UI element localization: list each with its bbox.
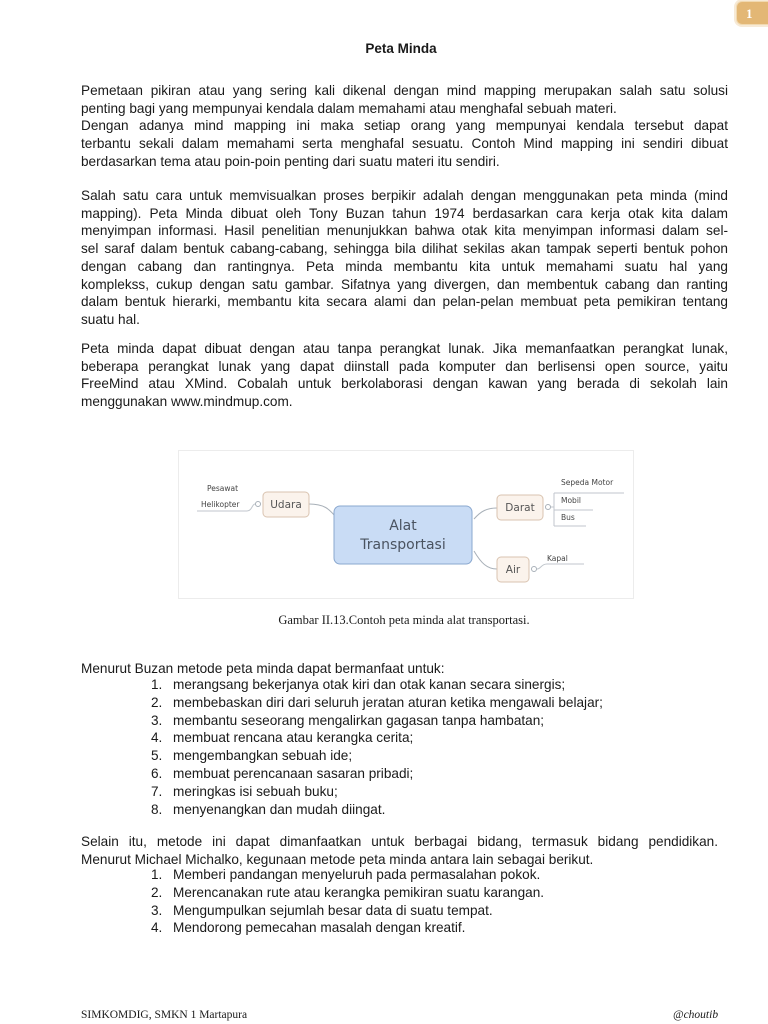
footer-school: SIMKOMDIG, SMKN 1 Martapura <box>81 1009 248 1021</box>
text-line: berdasarkan tema atau poin-poin penting dari suatu materi itu sendiri. <box>81 153 500 169</box>
text-line: mapping). Peta Minda dibuat oleh Tony Buzan tahun 1974 berdasarkan cara kerja otak kita dalam <box>81 205 728 221</box>
mindmap-figure <box>178 450 634 599</box>
list-item: 6. membuat perencanaan sasaran pribadi; <box>151 765 414 781</box>
list-item: 8. menyenangkan dan mudah diingat. <box>151 801 386 817</box>
text-line: penting bagi yang mempunyai kendala dalam memahami atau menghafal sebuah materi. <box>81 100 617 116</box>
mindmap-label-udara: Udara <box>270 499 302 511</box>
text-line: terbantu sekali dalam memahami serta menghafal sesuatu. Contoh Mind mapping ini sendiri dibuat <box>81 136 728 152</box>
mindmap-label-air: Air <box>505 564 521 576</box>
mindmap-center-line2: Transportasi <box>360 537 446 553</box>
paragraph-perangkat-lunak <box>81 340 728 411</box>
page-title: Peta Minda <box>365 41 437 56</box>
mindmap-leaf-kapal: Kapal <box>547 554 568 563</box>
michalko-uses-list <box>151 866 544 937</box>
page-number-badge: 1 <box>736 1 768 25</box>
paragraph-michalko-intro <box>81 833 718 868</box>
list-item: 4. membuat rencana atau kerangka cerita; <box>151 730 414 746</box>
text-line: menyimpan informasi. Hasil penelitian menunjukkan bahwa otak kita menyimpan informasi dalam sel- <box>81 223 728 239</box>
list-item: 1. Memberi pandangan menyeluruh pada permasalahan pokok. <box>151 867 541 882</box>
text-line: Pemetaan pikiran atau yang sering kali dikenal dengan mind mapping merupakan salah satu solusi <box>81 83 728 98</box>
paragraph-intro <box>81 82 728 171</box>
mindmap-leaf-sepeda-motor: Sepeda Motor <box>561 478 614 487</box>
mindmap-leaf-bus: Bus <box>561 513 575 522</box>
text-line: Menurut Buzan metode peta minda dapat bermanfaat untuk: <box>81 661 445 676</box>
list-item: 1. merangsang bekerjanya otak kiri dan otak kanan secara sinergis; <box>151 677 566 692</box>
list-item: 2. Merencanakan rute atau kerangka pemikiran suatu karangan. <box>151 884 545 900</box>
text-line: Salah satu cara untuk memvisualkan proses berpikir adalah dengan menggunakan peta minda (mind <box>81 188 728 203</box>
mindmap-leaf-helikopter: Helikopter <box>201 500 240 509</box>
text-line: Menurut Michael Michalko, kegunaan metode peta minda antara lain sebagai berikut. <box>81 851 594 867</box>
footer-author: @choutib <box>673 1009 719 1021</box>
list-item: 4. Mendorong pemecahan masalah dengan kreatif. <box>151 920 466 936</box>
text-line: komplekss, cukup dengan satu gambar. Sifatnya yang divergen, dan membentuk cabang dan ranting <box>81 276 728 292</box>
list-item: 7. meringkas isi sebuah buku; <box>151 783 338 799</box>
text-line: suatu hal. <box>81 311 140 327</box>
figure-caption: Gambar II.13.Contoh peta minda alat transportasi. <box>278 613 530 627</box>
text-line: menggunakan www.mindmup.com. <box>81 394 293 410</box>
list-item: 5. mengembangkan sebuah ide; <box>151 748 353 764</box>
text-line: dalam bentuk hierarki, membantu kita secara alami dan pelan-pelan membuat peta pemikiran tentang <box>81 294 728 310</box>
text-line: dengan cabang dan rantingnya. Peta minda membantu kita untuk memahami suatu hal yang <box>81 258 728 274</box>
text-line: sel saraf dalam bentuk cabang-cabang, sehingga bila dilihat sekilas akan tampak seperti bentuk pohon <box>81 241 728 257</box>
mindmap-label-darat: Darat <box>505 502 535 514</box>
text-line: Dengan adanya mind mapping ini maka setiap orang yang mempunyai kendala tersebut dapat <box>81 118 728 134</box>
text-line: FreeMind atau XMind. Cobalah untuk berkolaborasi dengan kawan yang berada di sekolah lain <box>81 376 728 392</box>
list-item: 3. Mengumpulkan sejumlah besar data di suatu tempat. <box>151 902 493 918</box>
text-line: Peta minda dapat dibuat dengan atau tanpa perangkat lunak. Jika memanfaatkan perangkat lunak, <box>81 341 728 356</box>
list-item: 2. membebaskan diri dari seluruh jeratan aturan ketika mengawali belajar; <box>151 694 603 710</box>
text-line: beberapa perangkat lunak yang dapat diinstall pada komputer dan berlisensi open source, yaitu <box>81 358 728 374</box>
mindmap-center-line1: Alat <box>389 518 417 534</box>
text-line: Selain itu, metode ini dapat dimanfaatkan untuk berbagai bidang, termasuk bidang pendidikan. <box>81 834 718 849</box>
mindmap-leaf-pesawat: Pesawat <box>207 484 239 493</box>
buzan-benefits-list <box>151 676 603 818</box>
mindmap-leaf-mobil: Mobil <box>561 496 581 505</box>
mindmap-center-node <box>334 506 472 564</box>
list-item: 3. membantu seseorang mengalirkan gagasan tanpa hambatan; <box>151 712 545 728</box>
paragraph-visualisasi <box>81 187 728 329</box>
